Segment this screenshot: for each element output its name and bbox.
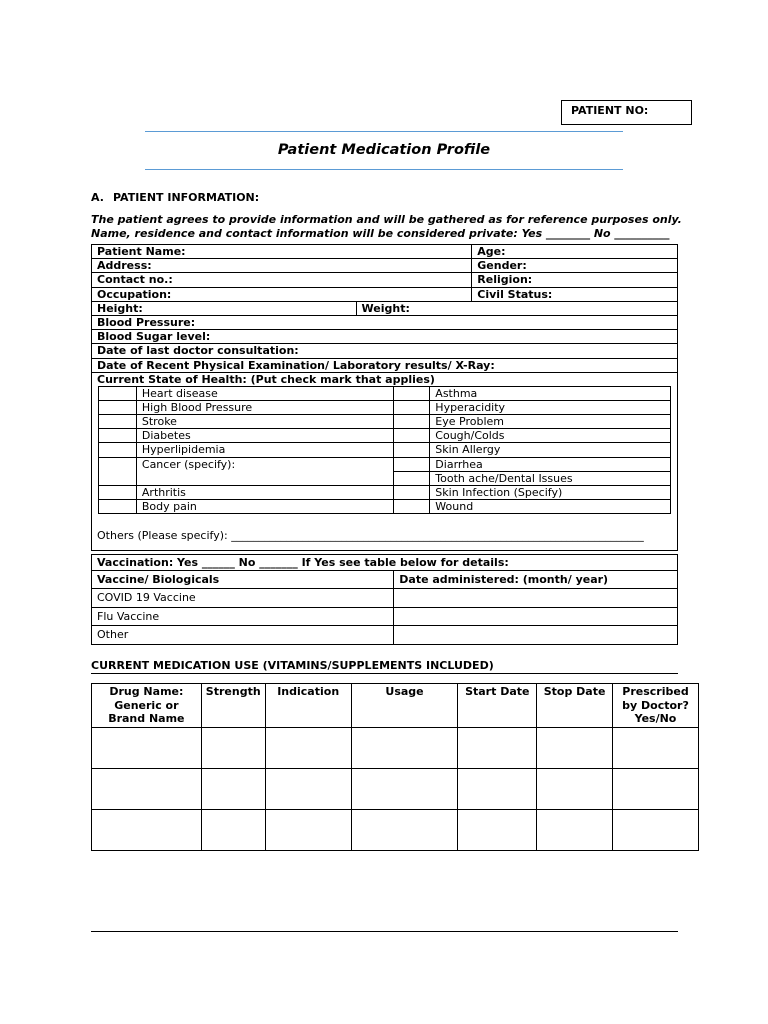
strength-column-header: Strength xyxy=(201,684,265,728)
table-row xyxy=(92,273,678,287)
condition-checkbox[interactable] xyxy=(99,415,137,429)
condition-checkbox[interactable] xyxy=(99,386,137,400)
medication-entry-cell[interactable] xyxy=(613,768,699,809)
health-state-cell xyxy=(92,372,678,551)
table-row xyxy=(92,330,678,344)
weight-field[interactable]: Weight: xyxy=(356,301,677,315)
patient-no-box[interactable] xyxy=(561,100,692,125)
vaccine-name-cell: Other xyxy=(92,626,394,645)
condition-checkbox[interactable] xyxy=(99,443,137,457)
condition-label: Eye Problem xyxy=(430,415,671,429)
table-row xyxy=(99,443,671,457)
table-row xyxy=(99,400,671,414)
vaccine-name-cell: COVID 19 Vaccine xyxy=(92,589,394,608)
date-administered-column-header: Date administered: (month/ year) xyxy=(394,571,678,589)
indication-column-header: Indication xyxy=(265,684,351,728)
table-row xyxy=(92,626,678,645)
section-a-heading xyxy=(91,191,259,204)
table-row xyxy=(92,589,678,608)
table-row xyxy=(92,555,678,571)
patient-name-field[interactable]: Patient Name: xyxy=(92,245,472,259)
gender-field[interactable]: Gender: xyxy=(472,259,678,273)
blood-pressure-field[interactable]: Blood Pressure: xyxy=(92,315,678,329)
medication-entry-cell[interactable] xyxy=(351,809,458,850)
last-consultation-field[interactable]: Date of last doctor consultation: xyxy=(92,344,678,358)
table-row xyxy=(92,608,678,626)
condition-label: Arthritis xyxy=(136,486,394,500)
table-row xyxy=(92,809,699,850)
prescribed-column-header: Prescribed by Doctor? Yes/No xyxy=(613,684,699,728)
condition-label: Hyperacidity xyxy=(430,400,671,414)
table-row xyxy=(92,684,699,728)
condition-label: Body pain xyxy=(136,500,394,514)
medication-table xyxy=(91,683,699,851)
medication-entry-cell[interactable] xyxy=(537,809,613,850)
drug-name-column-header: Drug Name: Generic or Brand Name xyxy=(92,684,202,728)
condition-label: High Blood Pressure xyxy=(136,400,394,414)
occupation-field[interactable]: Occupation: xyxy=(92,287,472,301)
medication-entry-cell[interactable] xyxy=(537,768,613,809)
table-row xyxy=(99,429,671,443)
blood-sugar-field[interactable]: Blood Sugar level: xyxy=(92,330,678,344)
medication-entry-cell[interactable] xyxy=(458,727,537,768)
medication-entry-cell[interactable] xyxy=(613,809,699,850)
footer-rule xyxy=(91,931,678,932)
patient-info-table xyxy=(91,244,678,551)
table-row xyxy=(99,386,671,400)
religion-field[interactable]: Religion: xyxy=(472,273,678,287)
condition-label: Cough/Colds xyxy=(430,429,671,443)
condition-label: Wound xyxy=(430,500,671,514)
medication-entry-cell[interactable] xyxy=(537,727,613,768)
vaccination-table xyxy=(91,554,678,645)
vaccine-column-header: Vaccine/ Biologicals xyxy=(92,571,394,589)
table-row xyxy=(92,287,678,301)
table-row xyxy=(92,727,699,768)
age-field[interactable]: Age: xyxy=(472,245,678,259)
civil-status-field[interactable]: Civil Status: xyxy=(472,287,678,301)
consent-line-1: The patient agrees to provide information and will be gathered as for reference purposes only. xyxy=(91,213,682,226)
condition-label: Hyperlipidemia xyxy=(136,443,394,457)
title-top-rule xyxy=(145,131,623,132)
medication-entry-cell[interactable] xyxy=(92,768,202,809)
medication-section-heading: CURRENT MEDICATION USE (VITAMINS/SUPPLEMENTS INCLUDED) xyxy=(91,659,678,674)
condition-checkbox[interactable] xyxy=(99,457,137,485)
medication-entry-cell[interactable] xyxy=(201,727,265,768)
condition-checkbox[interactable] xyxy=(394,415,430,429)
vaccine-date-cell[interactable] xyxy=(394,608,678,626)
condition-checkbox[interactable] xyxy=(99,500,137,514)
start-date-column-header: Start Date xyxy=(458,684,537,728)
condition-label: Skin Allergy xyxy=(430,443,671,457)
table-row xyxy=(92,358,678,372)
vaccine-date-cell[interactable] xyxy=(394,589,678,608)
condition-checkbox[interactable] xyxy=(99,400,137,414)
section-a-number: A. xyxy=(91,191,104,204)
medication-entry-cell[interactable] xyxy=(458,809,537,850)
recent-exam-field[interactable]: Date of Recent Physical Examination/ Laboratory results/ X-Ray: xyxy=(92,358,678,372)
table-row xyxy=(99,457,671,471)
condition-checkbox[interactable] xyxy=(394,500,430,514)
section-a-label: PATIENT INFORMATION: xyxy=(113,191,260,204)
condition-label: Stroke xyxy=(136,415,394,429)
condition-checkbox[interactable] xyxy=(394,457,430,471)
table-row xyxy=(99,486,671,500)
condition-label: Asthma xyxy=(430,386,671,400)
contact-field[interactable]: Contact no.: xyxy=(92,273,472,287)
condition-label: Heart disease xyxy=(136,386,394,400)
medication-entry-cell[interactable] xyxy=(201,809,265,850)
health-state-label: Current State of Health: (Put check mark that applies) xyxy=(97,372,435,386)
vaccine-date-cell[interactable] xyxy=(394,626,678,645)
height-field[interactable]: Height: xyxy=(92,301,357,315)
condition-checkbox[interactable] xyxy=(394,400,430,414)
condition-checkbox[interactable] xyxy=(99,486,137,500)
condition-label: Tooth ache/Dental Issues xyxy=(430,471,671,485)
patient-no-label: PATIENT NO: xyxy=(571,104,649,117)
medication-entry-cell[interactable] xyxy=(613,727,699,768)
page-title: Patient Medication Profile xyxy=(277,142,491,158)
condition-checkbox[interactable] xyxy=(99,429,137,443)
medication-entry-cell[interactable] xyxy=(458,768,537,809)
table-row xyxy=(92,245,678,259)
vaccination-line[interactable]: Vaccination: Yes ______ No _______ If Yes see table below for details: xyxy=(92,555,678,571)
table-row xyxy=(92,344,678,358)
consent-line-2: Name, residence and contact information will be considered private: Yes ________ No __________ xyxy=(91,227,670,240)
medication-entry-cell[interactable] xyxy=(351,768,458,809)
condition-checkbox[interactable] xyxy=(394,486,430,500)
address-field[interactable]: Address: xyxy=(92,259,472,273)
medication-entry-cell[interactable] xyxy=(351,727,458,768)
table-row xyxy=(99,415,671,429)
title-bottom-rule xyxy=(145,169,623,170)
health-conditions-checklist xyxy=(98,386,671,515)
usage-column-header: Usage xyxy=(351,684,458,728)
others-specify-line[interactable]: Others (Please specify): ___________________________________________________________________________ xyxy=(97,529,644,543)
condition-checkbox[interactable] xyxy=(394,471,430,485)
medication-entry-cell[interactable] xyxy=(265,809,351,850)
medication-entry-cell[interactable] xyxy=(92,809,202,850)
table-row xyxy=(92,259,678,273)
medication-entry-cell[interactable] xyxy=(92,727,202,768)
condition-checkbox[interactable] xyxy=(394,443,430,457)
condition-label: Diarrhea xyxy=(430,457,671,471)
table-row xyxy=(92,301,678,315)
medication-entry-cell[interactable] xyxy=(265,727,351,768)
table-row xyxy=(92,571,678,589)
medication-entry-cell[interactable] xyxy=(265,768,351,809)
table-row xyxy=(92,315,678,329)
table-row xyxy=(99,500,671,514)
table-row xyxy=(92,768,699,809)
stop-date-column-header: Stop Date xyxy=(537,684,613,728)
vaccine-name-cell: Flu Vaccine xyxy=(92,608,394,626)
condition-checkbox[interactable] xyxy=(394,386,430,400)
condition-label: Skin Infection (Specify) xyxy=(430,486,671,500)
medication-entry-cell[interactable] xyxy=(201,768,265,809)
table-row xyxy=(92,372,678,551)
condition-label: Cancer (specify): xyxy=(136,457,394,485)
condition-checkbox[interactable] xyxy=(394,429,430,443)
condition-label: Diabetes xyxy=(136,429,394,443)
